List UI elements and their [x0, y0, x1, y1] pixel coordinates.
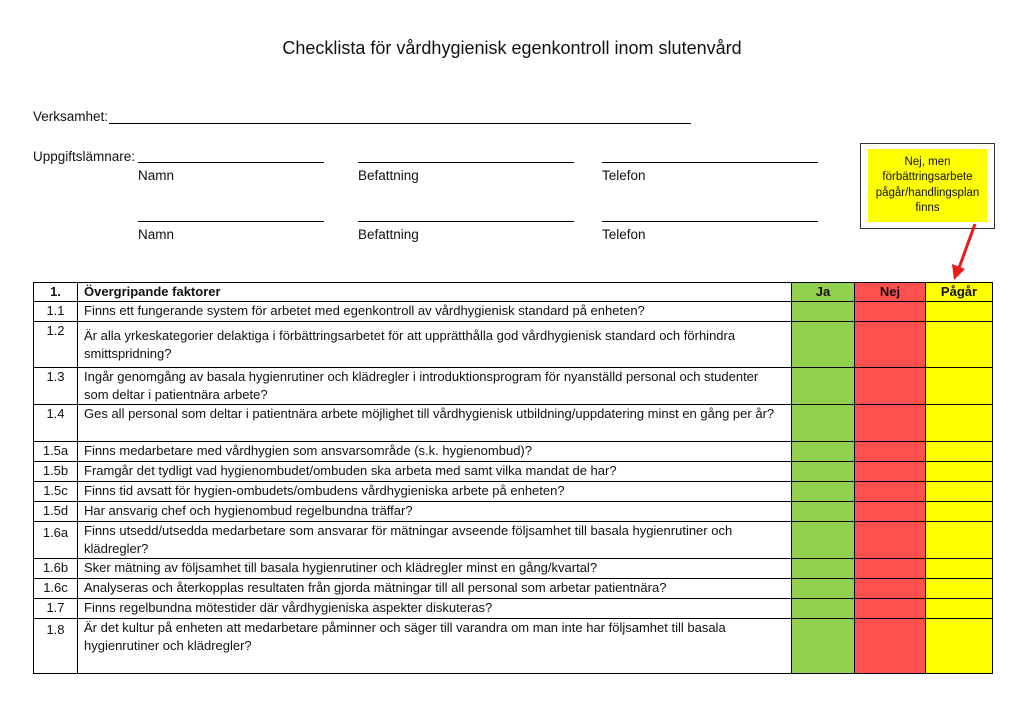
answer-pagar-cell[interactable]: [926, 302, 993, 322]
answer-ja-cell[interactable]: [792, 599, 855, 619]
answer-pagar-cell[interactable]: [926, 619, 993, 674]
row-number: 1.6b: [34, 559, 78, 579]
answer-nej-cell[interactable]: [855, 462, 926, 482]
answer-ja-cell[interactable]: [792, 619, 855, 674]
table-row: [34, 322, 993, 368]
row-question: Finns utsedd/utsedda medarbetare som ansvarar för mätningar avseende följsamhet till basala hygienrutiner och klädregler?: [78, 522, 792, 559]
verksamhet-label: Verksamhet:: [33, 109, 109, 124]
row-question: Finns regelbundna mötestider där vårdhygieniska aspekter diskuteras?: [78, 599, 792, 619]
answer-nej-cell[interactable]: [855, 619, 926, 674]
pagar-callout-box: [860, 143, 995, 229]
answer-pagar-cell[interactable]: [926, 368, 993, 405]
answer-nej-cell[interactable]: [855, 502, 926, 522]
header-number: 1.: [34, 283, 78, 302]
row-question: Är alla yrkeskategorier delaktiga i förbättringsarbetet för att upprätthålla god vårdhygienisk standard och förhindra smittspridning?: [78, 322, 792, 368]
namn-field-2[interactable]: [138, 221, 324, 222]
befattning-field-1[interactable]: [358, 162, 574, 163]
answer-pagar-cell[interactable]: [926, 322, 993, 368]
befattning-label-1: Befattning: [358, 168, 419, 183]
row-number: 1.6c: [34, 579, 78, 599]
answer-nej-cell[interactable]: [855, 368, 926, 405]
answer-nej-cell[interactable]: [855, 559, 926, 579]
table-row: [34, 302, 993, 322]
uppgiftslamnare-label: Uppgiftslämnare:: [33, 149, 136, 164]
answer-ja-cell[interactable]: [792, 322, 855, 368]
answer-ja-cell[interactable]: [792, 482, 855, 502]
row-question: Framgår det tydligt vad hygienombudet/ombuden ska arbeta med samt vilka mandat de har?: [78, 462, 792, 482]
table-row: [34, 442, 993, 462]
table-row: [34, 599, 993, 619]
row-number: 1.1: [34, 302, 78, 322]
page-title: Checklista för vårdhygienisk egenkontroll inom slutenvård: [282, 38, 742, 58]
telefon-label-2: Telefon: [602, 227, 646, 242]
row-number: 1.5a: [34, 442, 78, 462]
namn-label-1: Namn: [138, 168, 175, 183]
header-pagar: Pågår: [926, 283, 993, 302]
answer-pagar-cell[interactable]: [926, 502, 993, 522]
row-number: 1.5b: [34, 462, 78, 482]
befattning-label-2: Befattning: [358, 227, 419, 242]
answer-nej-cell[interactable]: [855, 599, 926, 619]
row-question: Har ansvarig chef och hygienombud regelbundna träffar?: [78, 502, 792, 522]
checklist-table: [33, 282, 993, 674]
answer-pagar-cell[interactable]: [926, 579, 993, 599]
answer-pagar-cell[interactable]: [926, 405, 993, 442]
telefon-field-2[interactable]: [602, 221, 818, 222]
answer-pagar-cell[interactable]: [926, 482, 993, 502]
answer-ja-cell[interactable]: [792, 579, 855, 599]
table-row: [34, 502, 993, 522]
answer-nej-cell[interactable]: [855, 482, 926, 502]
answer-nej-cell[interactable]: [855, 579, 926, 599]
table-row: [34, 522, 993, 559]
answer-pagar-cell[interactable]: [926, 559, 993, 579]
row-number: 1.6a: [34, 522, 78, 559]
table-row: [34, 619, 993, 674]
table-row: [34, 405, 993, 442]
telefon-label-1: Telefon: [602, 168, 646, 183]
row-question: Finns tid avsatt för hygien-ombudets/ombudens vårdhygieniska arbete på enheten?: [78, 482, 792, 502]
answer-nej-cell[interactable]: [855, 405, 926, 442]
row-number: 1.5c: [34, 482, 78, 502]
pagar-callout-text: Nej, men förbättringsarbete pågår/handlingsplan finns: [868, 149, 987, 222]
table-row: [34, 579, 993, 599]
row-number: 1.8: [34, 619, 78, 674]
row-question: Ges all personal som deltar i patientnära arbete möjlighet till vårdhygienisk utbildning/uppdatering minst en gång per år?: [78, 405, 792, 442]
befattning-field-2[interactable]: [358, 221, 574, 222]
header-nej: Nej: [855, 283, 926, 302]
row-number: 1.5d: [34, 502, 78, 522]
row-number: 1.2: [34, 322, 78, 368]
table-row: [34, 482, 993, 502]
row-question: Sker mätning av följsamhet till basala hygienrutiner och klädregler minst en gång/kvartal?: [78, 559, 792, 579]
answer-ja-cell[interactable]: [792, 368, 855, 405]
answer-pagar-cell[interactable]: [926, 442, 993, 462]
verksamhet-field[interactable]: [109, 123, 691, 124]
answer-ja-cell[interactable]: [792, 442, 855, 462]
row-number: 1.4: [34, 405, 78, 442]
table-row: [34, 559, 993, 579]
answer-pagar-cell[interactable]: [926, 599, 993, 619]
header-question: Övergripande faktorer: [78, 283, 792, 302]
answer-pagar-cell[interactable]: [926, 462, 993, 482]
answer-ja-cell[interactable]: [792, 302, 855, 322]
header-ja: Ja: [792, 283, 855, 302]
row-question: Finns medarbetare med vårdhygien som ansvarsområde (s.k. hygienombud)?: [78, 442, 792, 462]
answer-nej-cell[interactable]: [855, 322, 926, 368]
table-row: [34, 368, 993, 405]
namn-label-2: Namn: [138, 227, 175, 242]
answer-ja-cell[interactable]: [792, 462, 855, 482]
row-number: 1.7: [34, 599, 78, 619]
red-arrow-icon: [940, 222, 980, 284]
row-question: Ingår genomgång av basala hygienrutiner och klädregler i introduktionsprogram för nyanställd personal och studenter som deltar i patientnära arbete?: [78, 368, 792, 405]
row-question: Finns ett fungerande system för arbetet med egenkontroll av vårdhygienisk standard på enheten?: [78, 302, 792, 322]
row-question: Analyseras och återkopplas resultaten från gjorda mätningar till all personal som arbetar patientnära?: [78, 579, 792, 599]
answer-ja-cell[interactable]: [792, 559, 855, 579]
namn-field-1[interactable]: [138, 162, 324, 163]
table-header-row: [34, 283, 993, 302]
answer-ja-cell[interactable]: [792, 405, 855, 442]
table-row: [34, 462, 993, 482]
answer-nej-cell[interactable]: [855, 442, 926, 462]
row-number: 1.3: [34, 368, 78, 405]
telefon-field-1[interactable]: [602, 162, 818, 163]
row-question: Är det kultur på enheten att medarbetare påminner och säger till varandra om man inte har följsamhet till basala hygienrutiner och klädregler?: [78, 619, 792, 674]
answer-ja-cell[interactable]: [792, 502, 855, 522]
answer-nej-cell[interactable]: [855, 302, 926, 322]
answer-pagar-cell[interactable]: [926, 522, 993, 559]
answer-nej-cell[interactable]: [855, 522, 926, 559]
answer-ja-cell[interactable]: [792, 522, 855, 559]
